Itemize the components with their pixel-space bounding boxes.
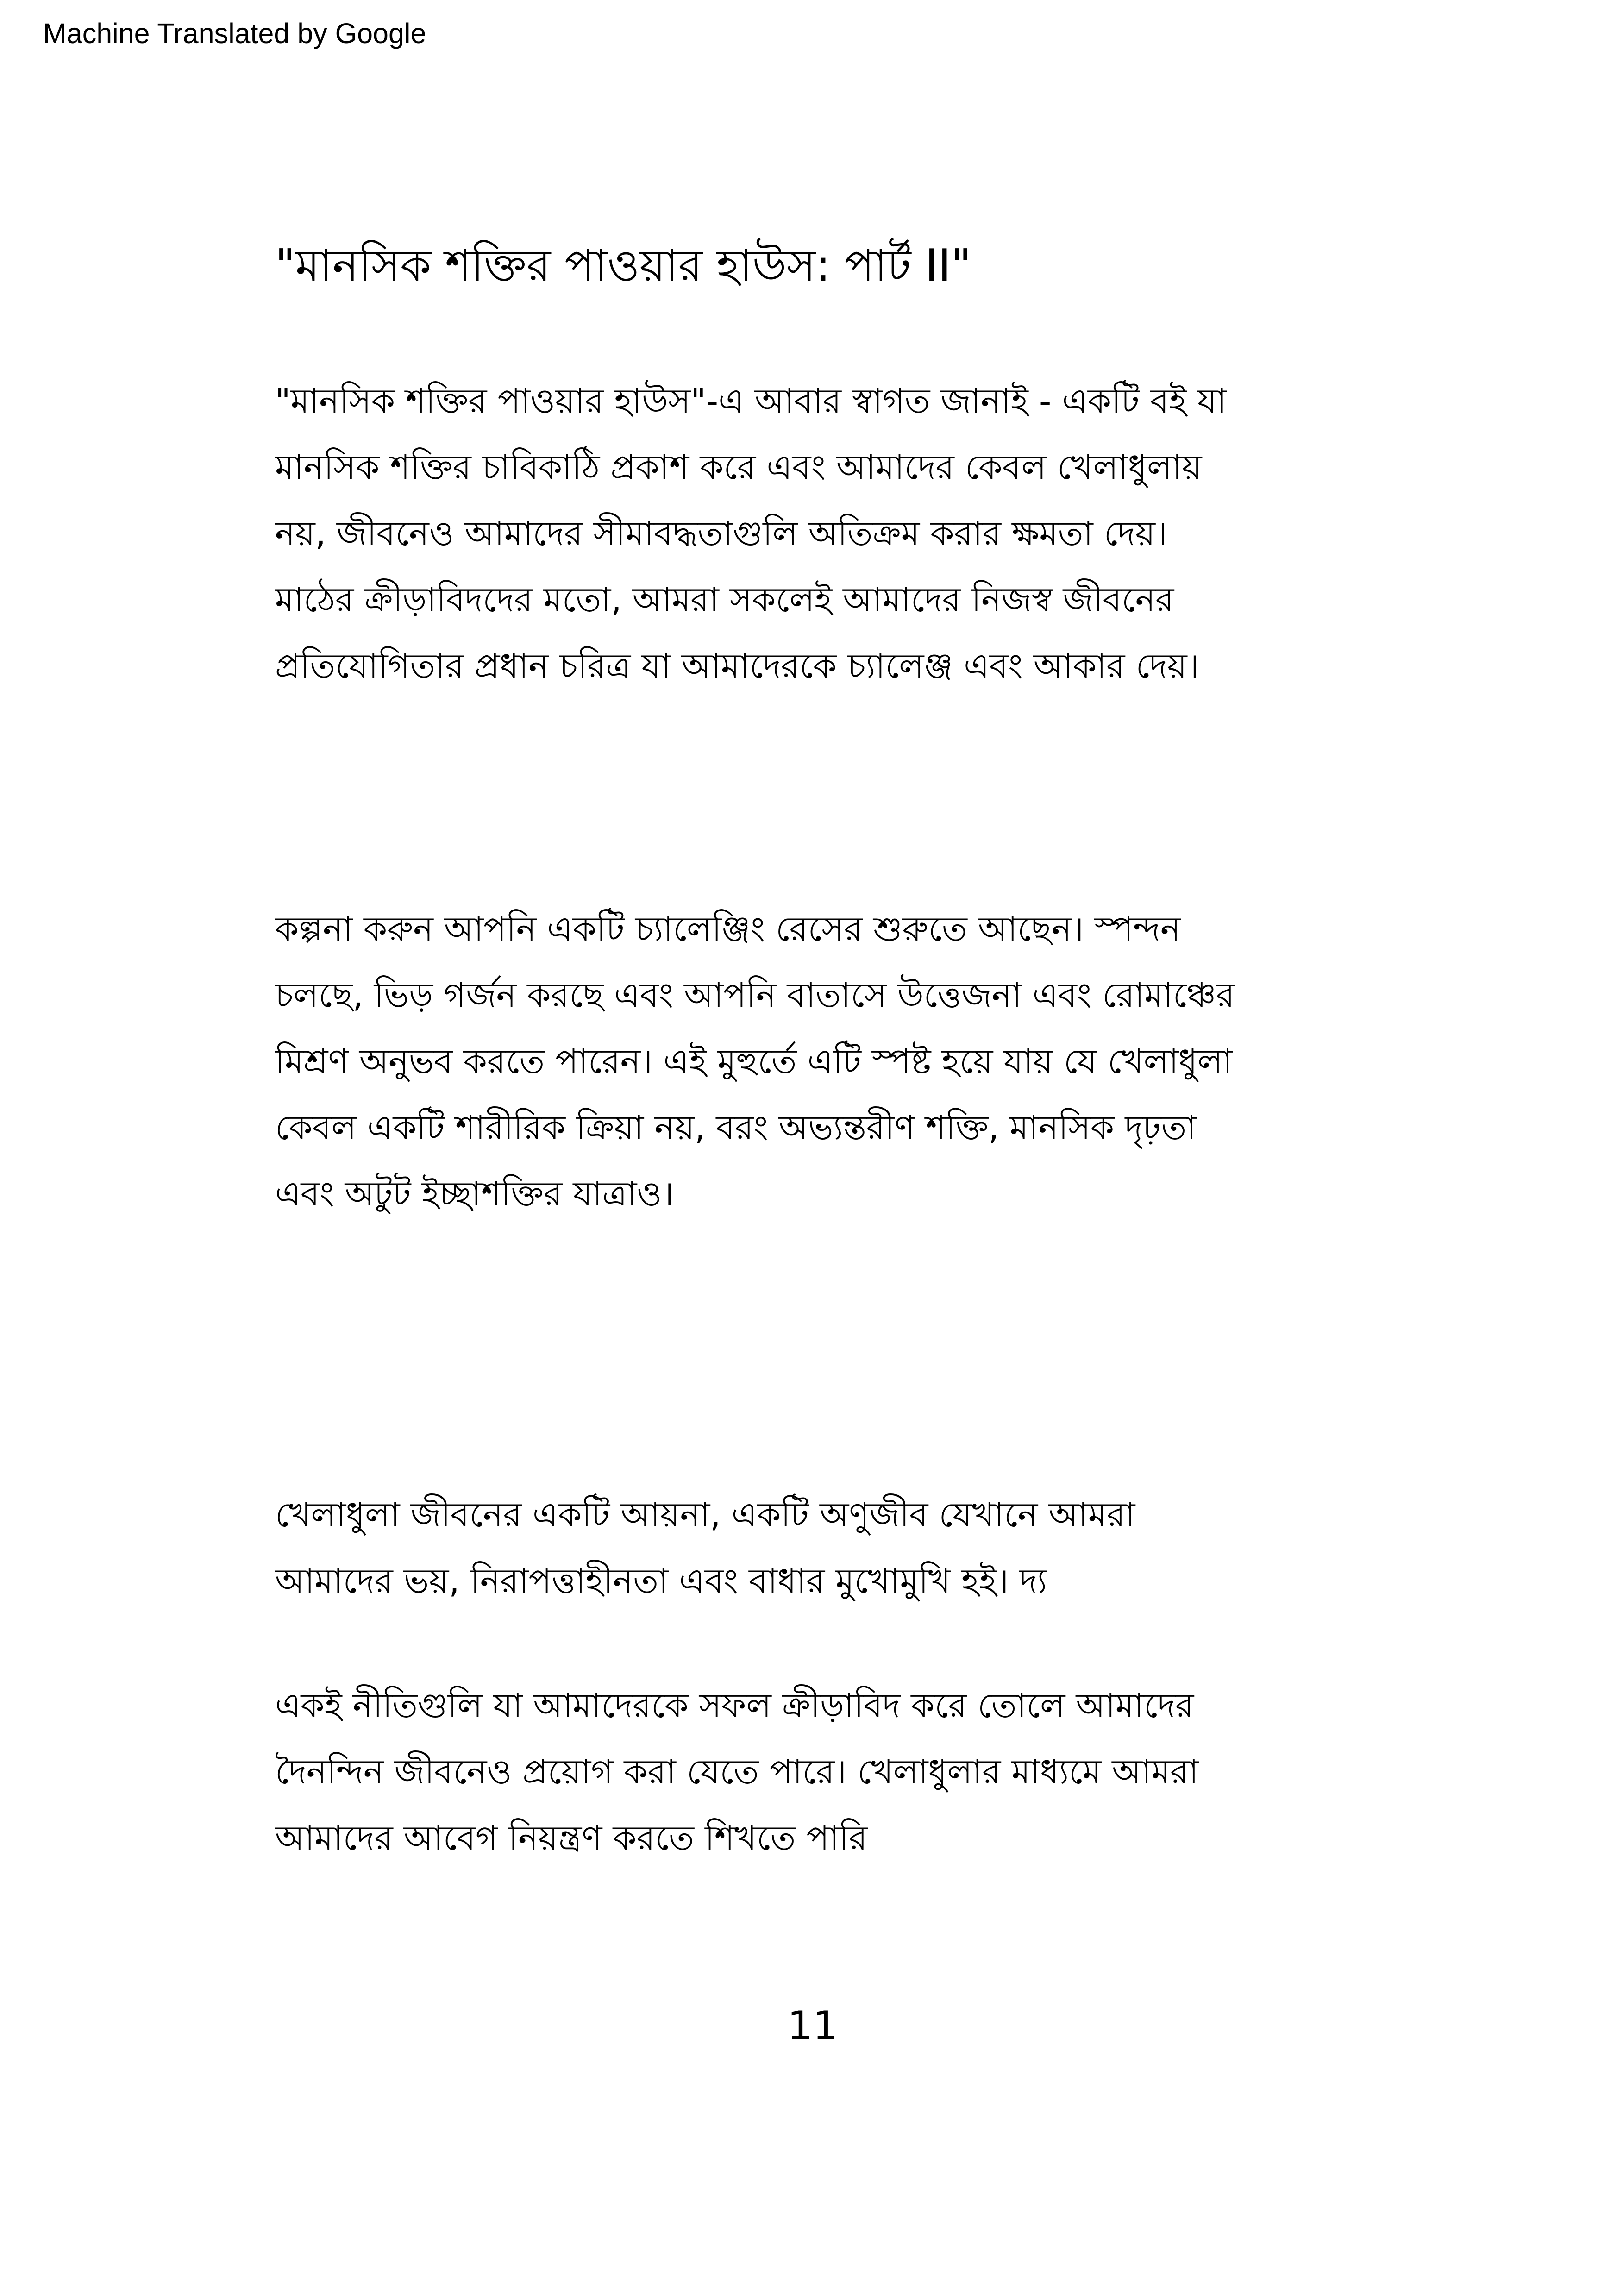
- paragraph-line: একই নীতিগুলি যা আমাদেরকে সফল ক্রীড়াবিদ করে তোলে আমাদের: [275, 1686, 1194, 1725]
- paragraph-welcome: [275, 368, 1396, 699]
- paragraph-race: [275, 896, 1396, 1227]
- machine-translation-notice: Machine Translated by Google: [43, 18, 426, 49]
- page-title: "মানসিক শক্তির পাওয়ার হাউস: পার্ট II": [275, 240, 971, 291]
- paragraph-line: দৈনন্দিন জীবনেও প্রয়োগ করা যেতে পারে। খেলাধুলার মাধ্যমে আমরা: [275, 1752, 1199, 1792]
- paragraph-line: এবং অটুট ইচ্ছাশক্তির যাত্রাও।: [275, 1174, 674, 1214]
- paragraph-line: আমাদের আবেগ নিয়ন্ত্রণ করতে শিখতে পারি: [275, 1819, 868, 1858]
- paragraph-principles: [275, 1673, 1396, 1871]
- paragraph-line: মিশ্রণ অনুভব করতে পারেন। এই মুহুর্তে এটি স্পষ্ট হয়ে যায় যে খেলাধুলা: [275, 1042, 1233, 1081]
- paragraph-mirror: [275, 1482, 1396, 1614]
- paragraph-line: কল্পনা করুন আপনি একটি চ্যালেঞ্জিং রেসের শুরুতে আছেন। স্পন্দন: [275, 910, 1181, 949]
- paragraph-line: খেলাধুলা জীবনের একটি আয়না, একটি অণুজীব যেখানে আমরা: [275, 1495, 1135, 1535]
- paragraph-line: প্রতিযোগিতার প্রধান চরিত্র যা আমাদেরকে চ্যালেঞ্জ এবং আকার দেয়।: [275, 646, 1199, 686]
- paragraph-line: চলছে, ভিড় গর্জন করছে এবং আপনি বাতাসে উত্তেজনা এবং রোমাঞ্চের: [275, 976, 1235, 1015]
- paragraph-line: আমাদের ভয়, নিরাপত্তাহীনতা এবং বাধার মুখোমুখি হই। দ্য: [275, 1562, 1047, 1601]
- paragraph-line: নয়, জীবনেও আমাদের সীমাবদ্ধতাগুলি অতিক্রম করার ক্ষমতা দেয়।: [275, 514, 1168, 553]
- paragraph-line: "মানসিক শক্তির পাওয়ার হাউস"-এ আবার স্বাগত জানাই - একটি বই যা: [275, 382, 1227, 421]
- paragraph-line: মানসিক শক্তির চাবিকাঠি প্রকাশ করে এবং আমাদের কেবল খেলাধুলায়: [275, 448, 1202, 487]
- paragraph-line: মাঠের ক্রীড়াবিদদের মতো, আমরা সকলেই আমাদের নিজস্ব জীবনের: [275, 580, 1174, 620]
- paragraph-line: কেবল একটি শারীরিক ক্রিয়া নয়, বরং অভ্যন্তরীণ শক্তি, মানসিক দৃঢ়তা: [275, 1108, 1197, 1148]
- page-number: 11: [787, 2003, 838, 2049]
